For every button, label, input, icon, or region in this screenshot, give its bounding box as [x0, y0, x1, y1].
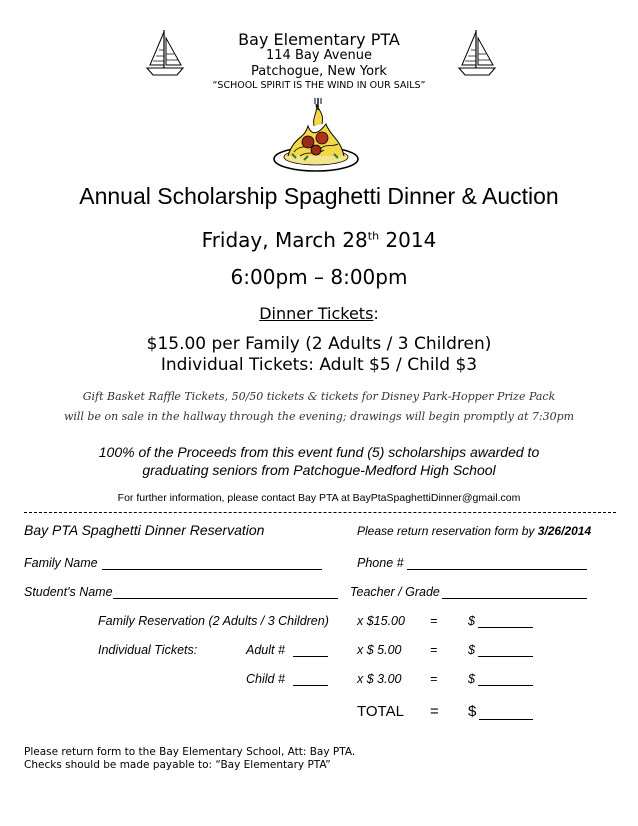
- child-equals: =: [430, 672, 438, 686]
- contact-info: For further information, please contact Bay PTA at BayPtaSpaghettiDinner@gmail.com: [117, 492, 521, 504]
- total-dollar: $: [468, 703, 477, 720]
- tickets-heading: [0, 304, 638, 323]
- total-label: TOTAL: [357, 703, 404, 720]
- adult-amount-field[interactable]: [478, 656, 533, 657]
- family-name-field[interactable]: [102, 569, 322, 570]
- individual-price: Individual Tickets: Adult $5 / Child $3: [160, 355, 478, 375]
- org-name: Bay Elementary PTA: [238, 30, 400, 49]
- adult-dollar: $: [468, 643, 475, 657]
- family-price: $15.00 per Family (2 Adults / 3 Children): [146, 334, 492, 354]
- student-name-field[interactable]: [113, 598, 338, 599]
- tickets-heading-colon: :: [373, 304, 379, 323]
- adult-count-field[interactable]: [293, 656, 328, 657]
- student-name-label: Student's Name: [24, 585, 113, 599]
- proceeds-line-1: 100% of the Proceeds from this event fund (5) scholarships awarded to: [98, 444, 540, 460]
- total-equals: =: [430, 703, 439, 720]
- tickets-heading-text: Dinner Tickets: [259, 304, 374, 323]
- child-dollar: $: [468, 672, 475, 686]
- family-res-equals: =: [430, 614, 438, 628]
- teacher-field[interactable]: [442, 598, 587, 599]
- return-date: 3/26/2014: [537, 524, 592, 538]
- event-title: Annual Scholarship Spaghetti Dinner & Auction: [79, 183, 559, 209]
- adult-equals: =: [430, 643, 438, 657]
- family-res-amount-field[interactable]: [478, 627, 533, 628]
- child-price: x $ 3.00: [357, 672, 402, 686]
- child-label: Child #: [246, 672, 285, 686]
- family-res-price: x $15.00: [357, 614, 405, 628]
- family-res-dollar: $: [468, 614, 475, 628]
- teacher-label: Teacher / Grade: [350, 585, 440, 599]
- family-name-label: Family Name: [24, 556, 98, 570]
- event-time: 6:00pm – 8:00pm: [230, 265, 408, 289]
- form-title: Bay PTA Spaghetti Dinner Reservation: [24, 522, 265, 538]
- footer-line-1: Please return form to the Bay Elementary School, Att: Bay PTA.: [24, 746, 356, 758]
- raffle-line-2: will be on sale in the hallway through the evening; drawings will begin promptly at 7:30pm: [63, 410, 575, 423]
- family-res-label: Family Reservation (2 Adults / 3 Children): [98, 614, 329, 628]
- spaghetti-plate-icon: [268, 96, 364, 176]
- proceeds-line-2: graduating seniors from Patchogue-Medford High School: [142, 462, 496, 478]
- event-date-suffix: th: [367, 229, 380, 243]
- phone-label: Phone #: [357, 556, 404, 570]
- child-amount-field[interactable]: [478, 685, 533, 686]
- event-date-main: Friday, March 28: [201, 228, 368, 252]
- event-date: [0, 228, 638, 252]
- footer-line-2: Checks should be made payable to: “Bay Elementary PTA”: [24, 759, 331, 771]
- return-note: [357, 524, 591, 538]
- org-city: Patchogue, New York: [251, 64, 387, 79]
- phone-field[interactable]: [407, 569, 587, 570]
- return-note-text: Please return reservation form by: [357, 524, 538, 538]
- event-date-year: 2014: [379, 228, 437, 252]
- individual-label: Individual Tickets:: [98, 643, 198, 657]
- org-address: 114 Bay Avenue: [266, 48, 372, 63]
- total-amount-field[interactable]: [479, 719, 533, 720]
- adult-label: Adult #: [246, 643, 285, 657]
- child-count-field[interactable]: [293, 685, 328, 686]
- raffle-line-1: Gift Basket Raffle Tickets, 50/50 tickets & tickets for Disney Park-Hopper Prize Pack: [82, 390, 556, 403]
- adult-price: x $ 5.00: [357, 643, 402, 657]
- cut-line: [24, 512, 616, 513]
- org-motto: “SCHOOL SPIRIT IS THE WIND IN OUR SAILS”: [212, 80, 426, 91]
